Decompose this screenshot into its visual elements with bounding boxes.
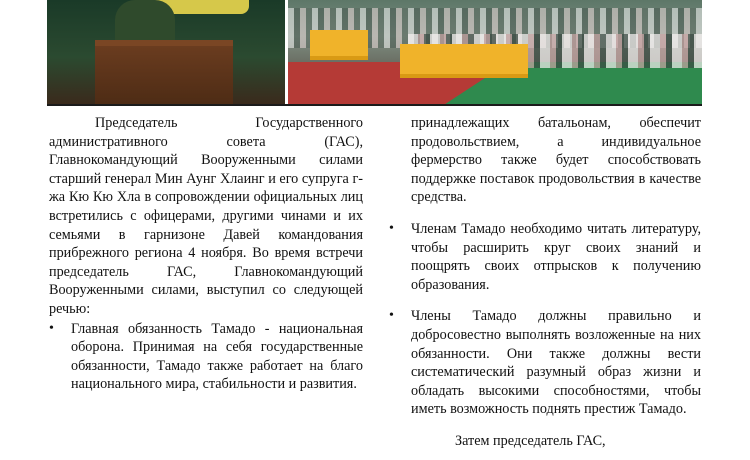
list-item	[49, 320, 363, 394]
podium	[95, 40, 233, 104]
photo-strip	[47, 0, 702, 106]
bullet-icon: •	[49, 320, 54, 336]
closing-paragraph: Затем председатель ГАС,	[455, 432, 606, 449]
bullet-text: Членам Тамадо необходимо читать литературу, чтобы расширить круг своих знаний и поощрять своих отпрысков к получению образования.	[411, 220, 701, 293]
continuation-paragraph: принадлежащих батальонам, обеспечит продовольствием, а индивидуальное фермерство также будет способствовать поддержке поставок продовольствия в качестве средства.	[411, 115, 701, 206]
podium-speech-photo	[47, 0, 285, 104]
left-column	[49, 114, 363, 394]
left-bullet-list	[49, 320, 363, 394]
bullet-text: Члены Тамадо должны правильно и добросовестно выполнять возложенные на них обязанности. Они также должны вести систематический разумный образ жизни и обладать высокими способностями, чтобы иметь возможность поднять престиж Тамадо.	[411, 308, 701, 418]
list-item	[389, 220, 701, 294]
bullet-text: Главная обязанность Тамадо - национальная оборона. Принимая на себя государственные обязанности, Тамадо также работает на благо национального мира, стабильности и развития.	[71, 320, 363, 393]
right-bullet-list	[389, 220, 701, 419]
bullet-icon: •	[389, 220, 394, 236]
yellow-table-left	[310, 30, 368, 60]
list-item	[389, 307, 701, 419]
speaker-figure	[115, 0, 175, 40]
right-column	[389, 114, 701, 451]
audience-hall-photo	[288, 0, 702, 104]
intro-paragraph: Председатель Государственного административного совета (ГАС), Главнокомандующий Вооруженными силами старший генерал Мин Аунг Хлаинг и его супруга г-жа Кю Кю Хла в сопровождении официальных лиц встретились с офицерами, другими чинами и их семьями в гарнизоне Давей командования прибрежного региона 4 ноября. Во время встречи председатель ГАС, Главнокомандующий Вооруженными силами, выступил со следующей речью:	[49, 115, 363, 317]
yellow-table-center	[400, 44, 528, 78]
bullet-icon: •	[389, 308, 394, 324]
